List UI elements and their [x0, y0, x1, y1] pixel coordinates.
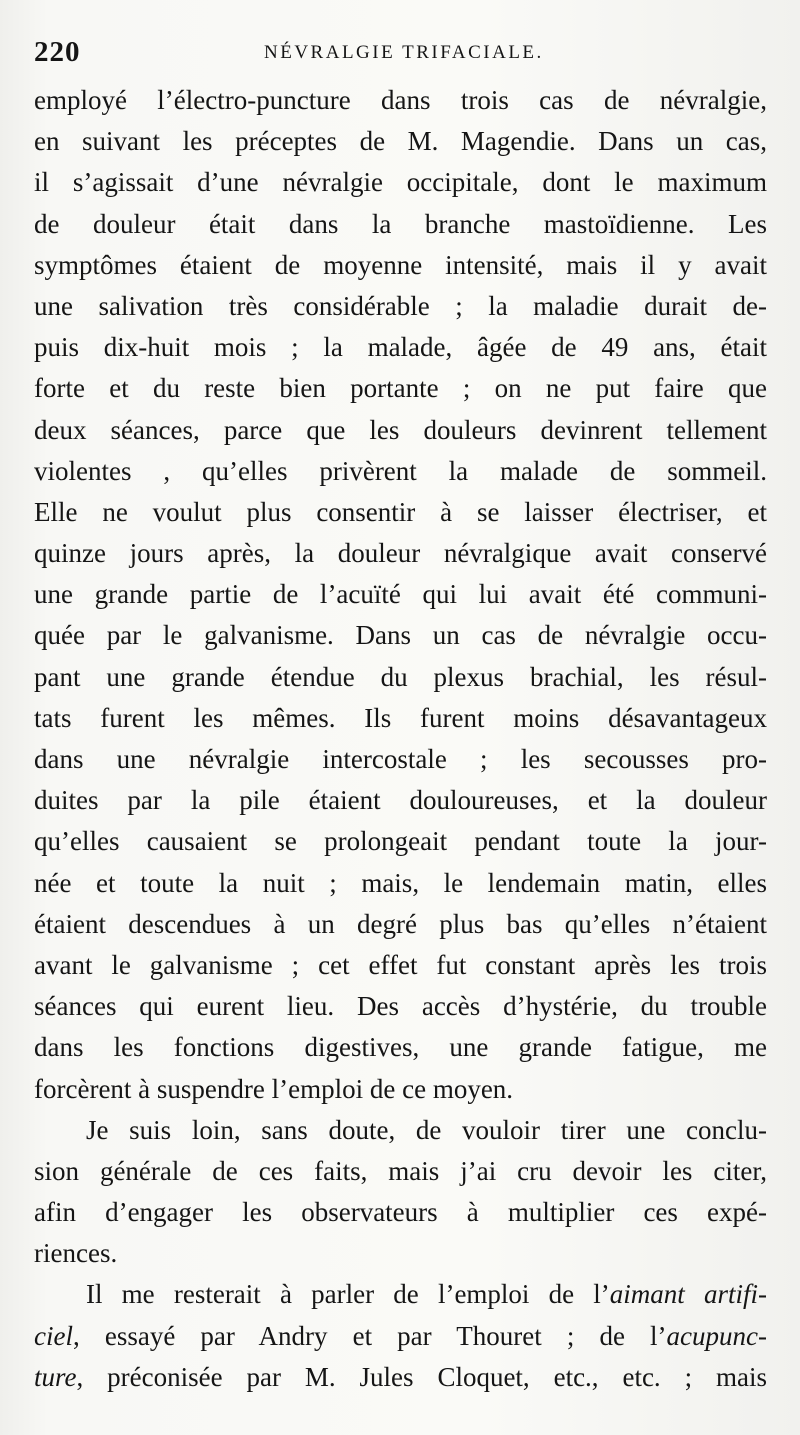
italic-term: aimant artifi-	[609, 1279, 767, 1310]
text-run: , préconisée par M. Jules Cloquet, etc., etc. ; mais	[76, 1361, 767, 1392]
running-title: NÉVRALGIE TRIFACIALE.	[264, 42, 544, 63]
text-line: violentes , qu’elles privèrent la malade de sommeil.	[34, 455, 767, 486]
text-line: sion générale de ces faits, mais j’ai cru devoir les citer,	[34, 1155, 767, 1186]
text-line: née et toute la nuit ; mais, le lendemain matin, elles	[34, 867, 767, 898]
text-line: Elle ne voulut plus consentir à se laisser électriser, et	[34, 496, 767, 527]
running-head	[34, 36, 764, 76]
text-line	[34, 1274, 767, 1315]
text-line: dans les fonctions digestives, une grande fatigue, me	[34, 1032, 767, 1063]
text-line: symptômes étaient de moyenne intensité, mais il y avait	[34, 249, 767, 280]
text-line: deux séances, parce que les douleurs devinrent tellement	[34, 414, 767, 445]
text-line: afin d’engager les observateurs à multiplier ces expé-	[34, 1197, 767, 1228]
italic-term: acupunc-	[666, 1320, 767, 1351]
text-line: avant le galvanisme ; cet effet fut constant après les trois	[34, 949, 767, 980]
text-line: une grande partie de l’acuïté qui lui avait été communi-	[34, 579, 767, 610]
text-line: dans une névralgie intercostale ; les secousses pro-	[34, 744, 767, 774]
text-line: une salivation très considérable ; la maladie durait de-	[34, 290, 767, 321]
text-line: employé l’électro-puncture dans trois cas de névralgie,	[34, 85, 767, 115]
text-line: séances qui eurent lieu. Des accès d’hystérie, du trouble	[34, 991, 767, 1022]
text-line: forte et du reste bien portante ; on ne put faire que	[34, 373, 767, 404]
text-line: duites par la pile étaient douloureuses, et la douleur	[34, 785, 767, 816]
page-number: 220	[34, 36, 81, 68]
text-line: forcèrent à suspendre l’emploi de ce moyen.	[34, 1073, 514, 1104]
text-line: Je suis loin, sans doute, de vouloir tirer une conclu-	[86, 1114, 767, 1145]
italic-term: ture	[34, 1361, 77, 1392]
text-line: il s’agissait d’une névralgie occipitale, dont le maximum	[34, 167, 767, 198]
text-line: étaient descendues à un degré plus bas qu’elles n’étaient	[34, 908, 767, 939]
text-line: quée par le galvanisme. Dans un cas de névralgie occu-	[34, 620, 767, 651]
text-run: Il me resterait à parler de l’emploi de l’	[86, 1279, 610, 1310]
text-line: en suivant les préceptes de M. Magendie. Dans un cas,	[34, 126, 767, 157]
text-line: quinze jours après, la douleur névralgique avait conservé	[34, 538, 767, 569]
text-line: pant une grande étendue du plexus brachial, les résul-	[34, 661, 767, 692]
text-line: tats furent les mêmes. Ils furent moins désavantageux	[34, 702, 767, 733]
text-line: puis dix-huit mois ; la malade, âgée de 49 ans, était	[34, 332, 767, 363]
text-line	[34, 1316, 767, 1357]
text-line: qu’elles causaient se prolongeait pendant toute la jour-	[34, 826, 767, 857]
italic-term: ciel	[34, 1320, 73, 1351]
text-line	[34, 1357, 767, 1398]
text-line: riences.	[34, 1238, 118, 1269]
body-text	[34, 80, 767, 1398]
text-line: de douleur était dans la branche mastoïdienne. Les	[34, 208, 767, 239]
text-run: , essayé par Andry et par Thouret ; de l’	[72, 1320, 667, 1351]
